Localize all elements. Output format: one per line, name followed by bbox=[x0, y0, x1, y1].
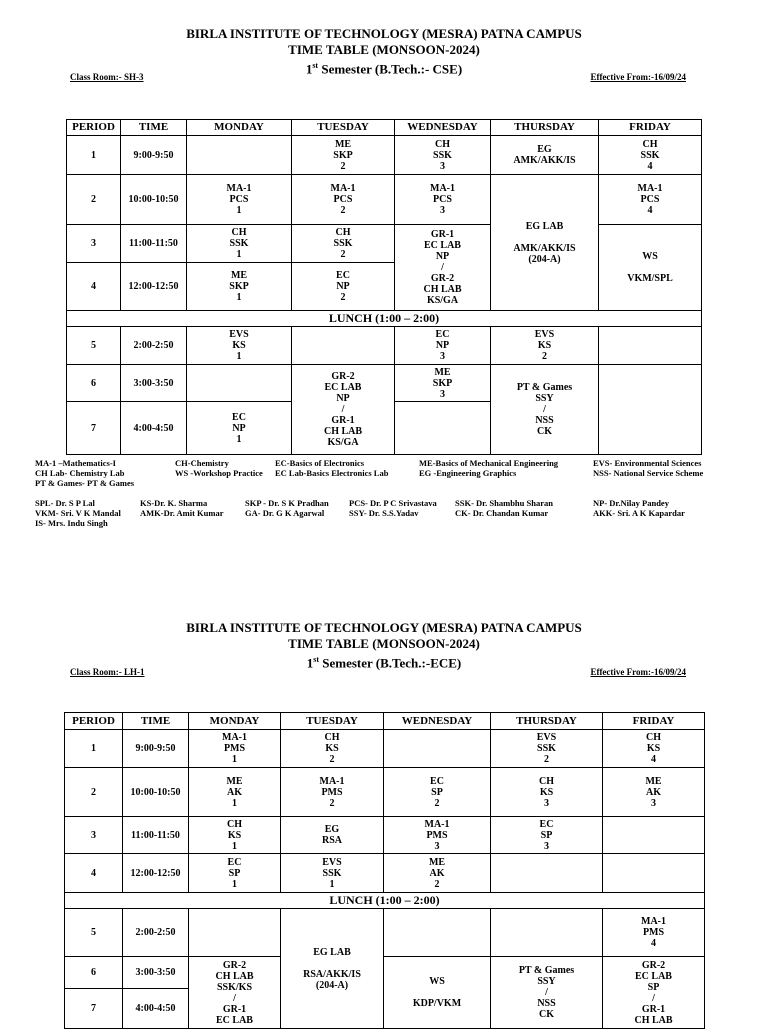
header-period: PERIOD bbox=[65, 713, 123, 730]
class-cell: MA-1 PMS 1 bbox=[189, 730, 281, 768]
class-cell: EVS SSK 2 bbox=[491, 730, 603, 768]
header-friday: FRIDAY bbox=[599, 120, 702, 136]
lab-cell: GR-2 EC LAB NP / GR-1 CH LAB KS/GA bbox=[292, 365, 395, 455]
header-monday: MONDAY bbox=[187, 120, 292, 136]
cse-timetable bbox=[66, 119, 702, 455]
class-cell: ME SKP 1 bbox=[187, 263, 292, 311]
class-cell: EC NP 3 bbox=[395, 327, 491, 365]
class-cell bbox=[395, 402, 491, 455]
time-cell: 3:00-3:50 bbox=[123, 957, 189, 989]
ece-institute-title: BIRLA INSTITUTE OF TECHNOLOGY (MESRA) PATNA CAMPUS bbox=[186, 620, 582, 635]
header-time: TIME bbox=[121, 120, 187, 136]
time-cell: 12:00-12:50 bbox=[121, 263, 187, 311]
header-thursday: THURSDAY bbox=[491, 713, 603, 730]
header-wednesday: WEDNESDAY bbox=[384, 713, 491, 730]
class-cell: CH SSK 2 bbox=[292, 225, 395, 263]
lunch-cell: LUNCH (1:00 – 2:00) bbox=[67, 311, 702, 327]
table-row bbox=[65, 854, 705, 893]
ece-timetable-title: TIME TABLE (MONSOON-2024) bbox=[288, 636, 480, 651]
period-cell: 3 bbox=[67, 225, 121, 263]
subject-legend-col-5: EVS- Environmental Sciences NSS- National Service Scheme bbox=[593, 458, 704, 478]
time-cell: 3:00-3:50 bbox=[121, 365, 187, 402]
class-cell bbox=[189, 909, 281, 957]
subject-legend-col-1: MA-1 –Mathematics-I CH Lab- Chemistry Lab PT & Games- PT & Games bbox=[35, 458, 135, 488]
class-cell: EVS KS 1 bbox=[187, 327, 292, 365]
faculty-legend-col-6: NP- Dr.Nilay Pandey AKK- Sri. A K Kapardar bbox=[593, 498, 685, 518]
class-cell: MA-1 PMS 2 bbox=[281, 768, 384, 817]
header-friday: FRIDAY bbox=[603, 713, 705, 730]
class-cell bbox=[491, 854, 603, 893]
time-cell: 2:00-2:50 bbox=[121, 327, 187, 365]
class-cell: CH KS 2 bbox=[281, 730, 384, 768]
cse-timetable-title: TIME TABLE (MONSOON-2024) bbox=[288, 42, 480, 57]
cse-semester-title: 1st Semester (B.Tech.:- CSE) bbox=[305, 61, 463, 77]
table-row bbox=[67, 327, 702, 365]
eg-lab-cell: EG LAB RSA/AKK/IS (204-A) bbox=[281, 909, 384, 1029]
class-cell bbox=[603, 854, 705, 893]
lab-cell: GR-2 EC LAB SP / GR-1 CH LAB bbox=[603, 957, 705, 1029]
header-thursday: THURSDAY bbox=[491, 120, 599, 136]
table-row bbox=[65, 730, 705, 768]
class-cell bbox=[491, 909, 603, 957]
period-cell: 7 bbox=[65, 989, 123, 1029]
table-row bbox=[65, 909, 705, 957]
period-cell: 7 bbox=[67, 402, 121, 455]
class-cell: CH SSK 4 bbox=[599, 136, 702, 175]
time-cell: 11:00-11:50 bbox=[121, 225, 187, 263]
class-cell: MA-1 PMS 4 bbox=[603, 909, 705, 957]
ece-semester-title: 1st Semester (B.Tech.:-ECE) bbox=[306, 655, 462, 671]
faculty-legend-col-5: SSK- Dr. Shambhu Sharan CK- Dr. Chandan Kumar bbox=[455, 498, 553, 518]
period-cell: 3 bbox=[65, 817, 123, 854]
faculty-legend-col-4: PCS- Dr. P C Srivastava SSY- Dr. S.S.Yadav bbox=[349, 498, 437, 518]
class-cell: MA-1 PCS 2 bbox=[292, 175, 395, 225]
table-header-row bbox=[67, 120, 702, 136]
period-cell: 5 bbox=[65, 909, 123, 957]
class-cell: EC SP 2 bbox=[384, 768, 491, 817]
class-cell: EVS SSK 1 bbox=[281, 854, 384, 893]
workshop-cell: WS VKM/SPL bbox=[599, 225, 702, 311]
pt-games-cell: PT & Games SSY / NSS CK bbox=[491, 957, 603, 1029]
header-tuesday: TUESDAY bbox=[292, 120, 395, 136]
subject-legend-col-4: ME-Basics of Mechanical Engineering EG -Engineering Graphics bbox=[419, 458, 559, 478]
faculty-legend-col-1: SPL- Dr. S P Lal VKM- Sri. V K Mandal IS- Mrs. Indu Singh bbox=[35, 498, 121, 528]
class-cell: MA-1 PCS 3 bbox=[395, 175, 491, 225]
class-cell: CH KS 1 bbox=[189, 817, 281, 854]
class-cell: ME AK 3 bbox=[603, 768, 705, 817]
table-row bbox=[65, 817, 705, 854]
time-cell: 4:00-4:50 bbox=[121, 402, 187, 455]
class-cell: MA-1 PMS 3 bbox=[384, 817, 491, 854]
class-cell: ME SKP 2 bbox=[292, 136, 395, 175]
workshop-cell: WS KDP/VKM bbox=[384, 957, 491, 1029]
class-cell: EC SP 1 bbox=[189, 854, 281, 893]
pt-games-cell: PT & Games SSY / NSS CK bbox=[491, 365, 599, 455]
time-cell: 4:00-4:50 bbox=[123, 989, 189, 1029]
class-cell bbox=[384, 730, 491, 768]
period-cell: 4 bbox=[65, 854, 123, 893]
time-cell: 10:00-10:50 bbox=[123, 768, 189, 817]
class-cell: ME SKP 3 bbox=[395, 365, 491, 402]
table-row bbox=[67, 175, 702, 225]
period-cell: 6 bbox=[65, 957, 123, 989]
cse-institute-title: BIRLA INSTITUTE OF TECHNOLOGY (MESRA) PATNA CAMPUS bbox=[186, 26, 582, 41]
class-cell bbox=[292, 327, 395, 365]
header-tuesday: TUESDAY bbox=[281, 713, 384, 730]
lunch-cell: LUNCH (1:00 – 2:00) bbox=[65, 893, 705, 909]
class-cell: CH KS 3 bbox=[491, 768, 603, 817]
subject-legend-col-2: CH-Chemistry WS -Workshop Practice bbox=[175, 458, 263, 478]
period-cell: 1 bbox=[65, 730, 123, 768]
lunch-row bbox=[67, 311, 702, 327]
cse-classroom: Class Room:- SH-3 bbox=[70, 72, 144, 82]
period-cell: 5 bbox=[67, 327, 121, 365]
period-cell: 2 bbox=[65, 768, 123, 817]
class-cell: CH SSK 3 bbox=[395, 136, 491, 175]
class-cell: CH SSK 1 bbox=[187, 225, 292, 263]
class-cell: EG AMK/AKK/IS bbox=[491, 136, 599, 175]
table-row bbox=[67, 225, 702, 263]
header-wednesday: WEDNESDAY bbox=[395, 120, 491, 136]
table-row bbox=[67, 136, 702, 175]
class-cell bbox=[599, 365, 702, 455]
period-cell: 1 bbox=[67, 136, 121, 175]
class-cell: EC NP 2 bbox=[292, 263, 395, 311]
lab-cell: GR-1 EC LAB NP / GR-2 CH LAB KS/GA bbox=[395, 225, 491, 311]
class-cell: EC SP 3 bbox=[491, 817, 603, 854]
class-cell: EVS KS 2 bbox=[491, 327, 599, 365]
eg-lab-cell: EG LAB AMK/AKK/IS (204-A) bbox=[491, 175, 599, 311]
table-row bbox=[67, 365, 702, 402]
period-cell: 6 bbox=[67, 365, 121, 402]
period-cell: 4 bbox=[67, 263, 121, 311]
class-cell: ME AK 2 bbox=[384, 854, 491, 893]
class-cell bbox=[603, 817, 705, 854]
time-cell: 9:00-9:50 bbox=[123, 730, 189, 768]
class-cell: CH KS 4 bbox=[603, 730, 705, 768]
time-cell: 10:00-10:50 bbox=[121, 175, 187, 225]
subject-legend-col-3: EC-Basics of Electronics EC Lab-Basics Electronics Lab bbox=[275, 458, 389, 478]
table-header-row bbox=[65, 713, 705, 730]
class-cell: MA-1 PCS 4 bbox=[599, 175, 702, 225]
header-monday: MONDAY bbox=[189, 713, 281, 730]
ece-effective-date: Effective From:-16/09/24 bbox=[590, 667, 686, 677]
time-cell: 12:00-12:50 bbox=[123, 854, 189, 893]
class-cell bbox=[187, 365, 292, 402]
ece-timetable bbox=[64, 712, 705, 1029]
time-cell: 2:00-2:50 bbox=[123, 909, 189, 957]
class-cell: EC NP 1 bbox=[187, 402, 292, 455]
lunch-row bbox=[65, 893, 705, 909]
lab-cell: GR-2 CH LAB SSK/KS / GR-1 EC LAB bbox=[189, 957, 281, 1029]
class-cell bbox=[187, 136, 292, 175]
cse-effective-date: Effective From:-16/09/24 bbox=[590, 72, 686, 82]
table-row bbox=[65, 957, 705, 989]
header-period: PERIOD bbox=[67, 120, 121, 136]
header-time: TIME bbox=[123, 713, 189, 730]
time-cell: 11:00-11:50 bbox=[123, 817, 189, 854]
class-cell bbox=[599, 327, 702, 365]
class-cell: ME AK 1 bbox=[189, 768, 281, 817]
period-cell: 2 bbox=[67, 175, 121, 225]
class-cell: EG RSA bbox=[281, 817, 384, 854]
faculty-legend-col-2: KS-Dr. K. Sharma AMK-Dr. Amit Kumar bbox=[140, 498, 224, 518]
ece-classroom: Class Room:- LH-1 bbox=[70, 667, 145, 677]
time-cell: 9:00-9:50 bbox=[121, 136, 187, 175]
table-row bbox=[65, 768, 705, 817]
class-cell: MA-1 PCS 1 bbox=[187, 175, 292, 225]
faculty-legend-col-3: SKP - Dr. S K Pradhan GA- Dr. G K Agarwal bbox=[245, 498, 329, 518]
class-cell bbox=[384, 909, 491, 957]
